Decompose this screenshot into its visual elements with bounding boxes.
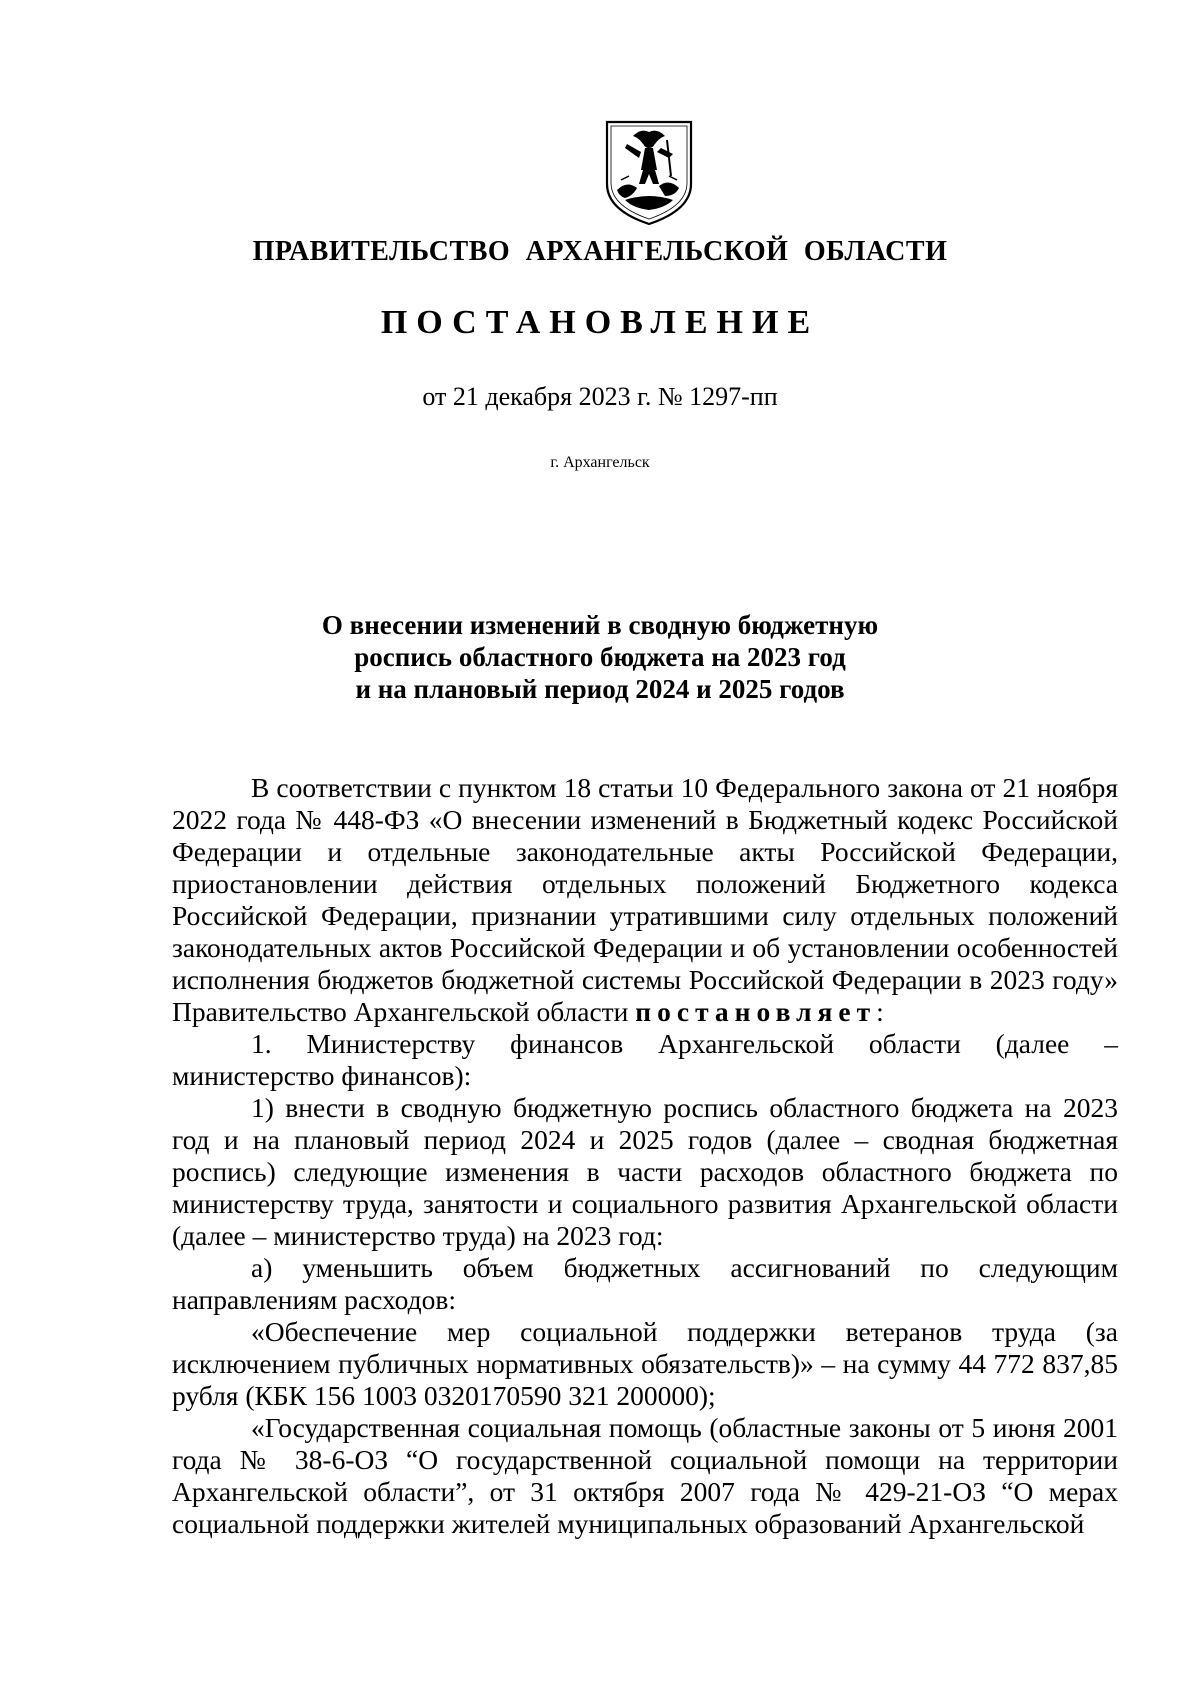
preamble-text: В соответствии с пунктом 18 статьи 10 Федерального закона от 21 ноября 2022 года № 448-ФЗ «О внесении изменений в Бюджетный кодекс Российской Федерации и отдельные законодательные акты Российской Федерации, приостановлении действия отдельных положений Бюджетного кодекса Российской Федерации, признании утратившими силу отдельных положений законодательных актов Российской Федерации и об установлении особенностей исполнения бюджетов бюджетной системы Российской Федерации в 2023 году» Правительство Архангельской области <box>172 772 1118 1027</box>
paragraph-subitem-a: а) уменьшить объем бюджетных ассигнований по следующим направлениям расходов: <box>172 1252 1118 1315</box>
paragraph-item-1: 1. Министерству финансов Архангельской области (далее – министерство финансов): <box>172 1028 1118 1091</box>
document-city: г. Архангельск <box>550 454 650 471</box>
subject-line-3: и на плановый период 2024 и 2025 годов <box>355 674 845 704</box>
decree-word: постановляет <box>635 996 877 1027</box>
document-body <box>172 772 1118 1540</box>
paragraph-expense-1: «Обеспечение мер социальной поддержки ветеранов труда (за исключением публичных нормативных обязательств)» – на сумму 44 772 837,85 рубля (КБК 156 1003 0320170590 321 200000); <box>172 1316 1118 1411</box>
document-date-number: от 21 декабря 2023 г. № 1297-пп <box>422 382 778 411</box>
subject-line-1: О внесении изменений в сводную бюджетную <box>321 610 879 640</box>
paragraph-preamble <box>172 772 1118 1028</box>
document-subject <box>0 609 1200 705</box>
subject-line-2: роспись областного бюджета на 2023 год <box>354 642 846 672</box>
paragraph-subitem-1: 1) внести в сводную бюджетную роспись областного бюджета на 2023 год и на плановый период 2024 и 2025 годов (далее – сводная бюджетная роспись) следующие изменения в части расходов областного бюджета по министерству труда, занятости и социального развития Архангельской области (далее – министерство труда) на 2023 год: <box>172 1092 1118 1251</box>
coat-of-arms-emblem <box>603 118 695 228</box>
paragraph-expense-2: «Государственная социальная помощь (областные законы от 5 июня 2001 года № 38-6-ОЗ “О государственной социальной помощи на территории Архангельской области”, от 31 октября 2007 года № 429-21-ОЗ “О мерах социальной поддержки жителей муниципальных образований Архангельской <box>172 1412 1118 1539</box>
preamble-colon: : <box>876 996 884 1027</box>
document-type: ПОСТАНОВЛЕНИЕ <box>380 304 820 341</box>
government-title: ПРАВИТЕЛЬСТВО АРХАНГЕЛЬСКОЙ ОБЛАСТИ <box>252 236 948 267</box>
